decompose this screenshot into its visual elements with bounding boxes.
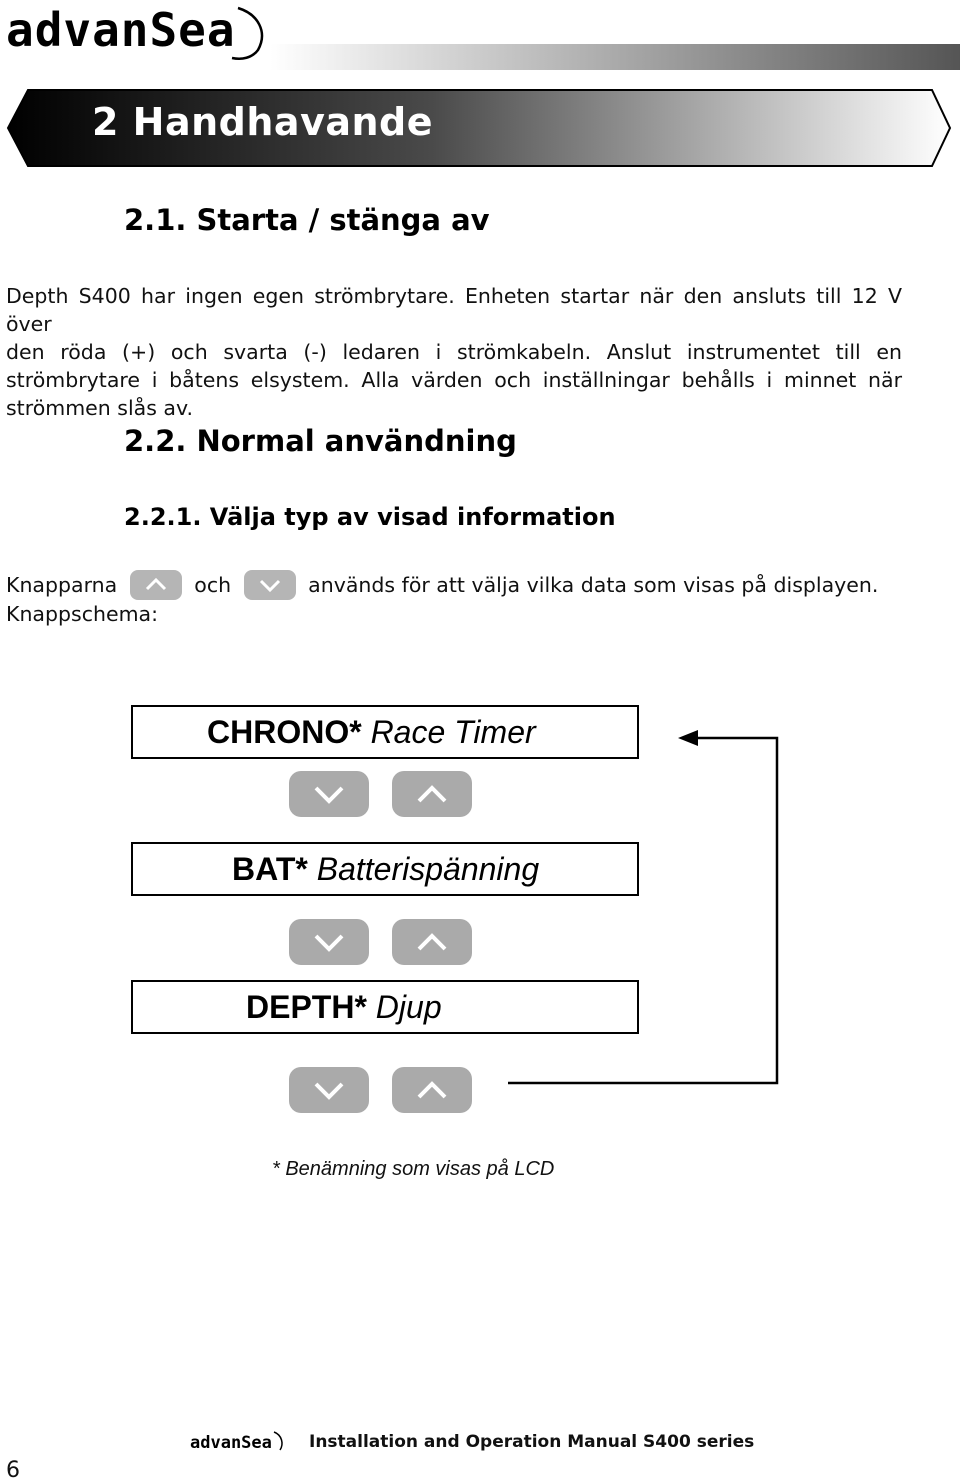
text-knapparna: Knapparna (6, 573, 118, 597)
paragraph-line: Depth S400 har ingen egen strömbrytare. Enheten startar när den ansluts till 12 V över (6, 284, 902, 336)
up-button-icon (130, 570, 182, 600)
paragraph-line: strömmen slås av. (6, 396, 194, 420)
down-button-icon (289, 919, 369, 965)
screen-code: CHRONO* (207, 714, 362, 750)
footer-logo-wordmark: advanSea (190, 1433, 272, 1453)
section-2-1-paragraph (6, 282, 902, 422)
screen-code: BAT* (232, 851, 308, 887)
text-description: används för att välja vilka data som visas på displayen. (308, 573, 879, 597)
up-button-icon (392, 919, 472, 965)
buttons-description (6, 570, 878, 604)
screen-name: Race Timer (370, 714, 536, 750)
up-button-icon (392, 1067, 472, 1113)
screen-code: DEPTH* (246, 989, 367, 1025)
page-number: 6 (6, 1458, 20, 1483)
schema-label: Knappschema: (6, 602, 159, 626)
screen-name: Batterispänning (316, 851, 540, 887)
paragraph-line: den röda (+) och svarta (-) ledaren i strömkabeln. Anslut instrumentet till en (6, 340, 902, 364)
diagram-footnote: * Benämning som visas på LCD (272, 1158, 555, 1180)
section-heading-2-2: 2.2. Normal användning (124, 424, 517, 458)
up-button-icon (392, 771, 472, 817)
logo-wordmark: advanSea (6, 3, 236, 57)
text-och: och (194, 573, 232, 597)
down-button-icon (244, 570, 296, 600)
section-heading-2-1: 2.1. Starta / stänga av (124, 203, 490, 237)
advansea-logo (6, 2, 268, 66)
down-button-icon (289, 1067, 369, 1113)
screen-name: Djup (375, 989, 442, 1025)
loop-arrow-icon (500, 720, 790, 1090)
footer-logo (190, 1428, 286, 1456)
footer-manual-title: Installation and Operation Manual S400 series (309, 1432, 755, 1452)
down-button-icon (289, 771, 369, 817)
paragraph-line: strömbrytare i båtens elsystem. Alla värden och inställningar behålls i minnet när (6, 368, 902, 392)
section-heading-2-2-1: 2.2.1. Välja typ av visad information (124, 503, 616, 531)
header-band (270, 44, 960, 70)
chapter-title: 2 Handhavande (92, 100, 434, 144)
